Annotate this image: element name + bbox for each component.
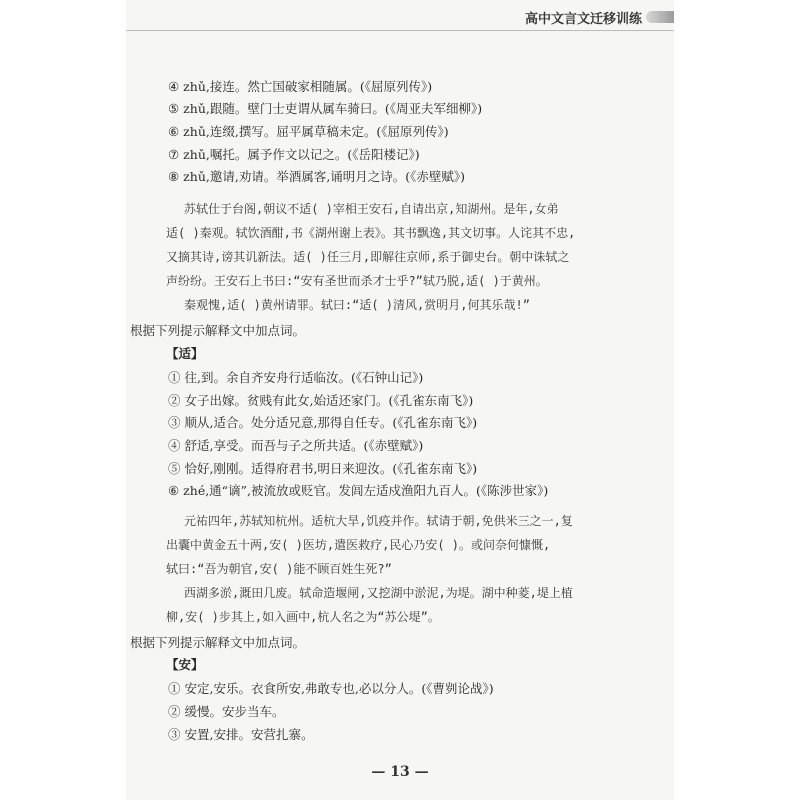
definition-item: ① 安定,安乐。衣食所安,弗敢专也,必以分人。(《曹刿论战》) <box>168 681 494 696</box>
definition-item: ⑤ 恰好,刚刚。适得府君书,明日来迎汝。(《孔雀东南飞》) <box>168 461 478 476</box>
definition-item: ① 往,到。余自齐安舟行适临汝。(《石钟山记》) <box>168 370 424 385</box>
keyword-heading: 【安】 <box>166 657 204 672</box>
exercise-prompt: 根据下列提示解释文中加点词。 <box>130 323 306 338</box>
definition-item: ⑦ zhǔ,嘱托。属予作文以记之。(《岳阳楼记》) <box>168 147 420 162</box>
definition-item: ④ 舒适,享受。而吾与子之所共适。(《赤壁赋》) <box>168 438 424 453</box>
passage-line: 轼曰:“吾为朝官,安( )能不顾百姓生死?” <box>166 562 392 576</box>
definition-item: ② 女子出嫁。贫贱有此女,始适还家门。(《孔雀东南飞》) <box>168 393 474 408</box>
header-ornament-icon <box>646 11 674 23</box>
passage-line: 适( )秦观。轼饮酒酣,书《湖州谢上表》。其书飘逸,其文切事。人诧其不忠, <box>166 226 576 240</box>
passage-line: 柳,安( )步其上,如入画中,杭人名之为“苏公堤”。 <box>166 610 440 624</box>
definition-item: ③ 顺从,适合。处分适兄意,那得自任专。(《孔雀东南飞》) <box>168 415 478 430</box>
book-page <box>126 0 674 800</box>
passage-line: 又摘其诗,谤其讥新法。适( )任三月,即解往京师,系于御史台。朝中诛轼之 <box>166 250 570 264</box>
definition-item: ⑧ zhǔ,邀请,劝请。举酒属客,诵明月之诗。(《赤壁赋》) <box>168 169 466 184</box>
definition-item: ⑥ zhé,通“谪”,被流放或贬官。发闾左适戍渔阳九百人。(《陈涉世家》) <box>168 483 549 498</box>
header-divider <box>126 30 674 31</box>
definition-item: ⑤ zhǔ,跟随。壁门士吏谓从属车骑曰。(《周亚夫军细柳》) <box>168 101 483 116</box>
header-title: 高中文言文迁移训练 <box>524 11 642 27</box>
definition-item: ⑥ zhǔ,连缀,撰写。屈平属草稿未定。(《屈原列传》) <box>168 124 449 139</box>
page-number: — 13 — <box>371 764 429 780</box>
running-header <box>525 6 674 28</box>
passage-line: 出囊中黄金五十两,安( )医坊,遣医救疗,民心乃安( )。或问奈何慷慨, <box>166 538 551 552</box>
exercise-prompt: 根据下列提示解释文中加点词。 <box>130 635 306 650</box>
passage-line: 声纷纷。王安石上书曰:“安有圣世而杀才士乎?”轼乃脱,适( )于黄州。 <box>166 274 548 288</box>
passage-line: 苏轼仕于台阁,朝议不适( )宰相王安石,自请出京,知湖州。是年,女弟 <box>184 202 559 216</box>
passage-line: 西湖多淤,溉田几废。轼命造堰闸,又挖湖中淤泥,为堤。湖中种菱,堤上植 <box>184 586 573 600</box>
passage-line: 秦观愧,适( )黄州请罪。轼曰:“适( )清风,赏明月,何其乐哉!” <box>184 298 530 312</box>
definition-item: ③ 安置,安排。安营扎寨。 <box>168 727 314 742</box>
definition-item: ② 缓慢。安步当车。 <box>168 704 285 719</box>
definition-item: ④ zhǔ,接连。然亡国破家相随属。(《屈原列传》) <box>168 79 433 94</box>
keyword-heading: 【适】 <box>166 346 204 361</box>
passage-line: 元祐四年,苏轼知杭州。适杭大旱,饥疫并作。轼请于朝,免供米三之一,复 <box>184 514 573 528</box>
